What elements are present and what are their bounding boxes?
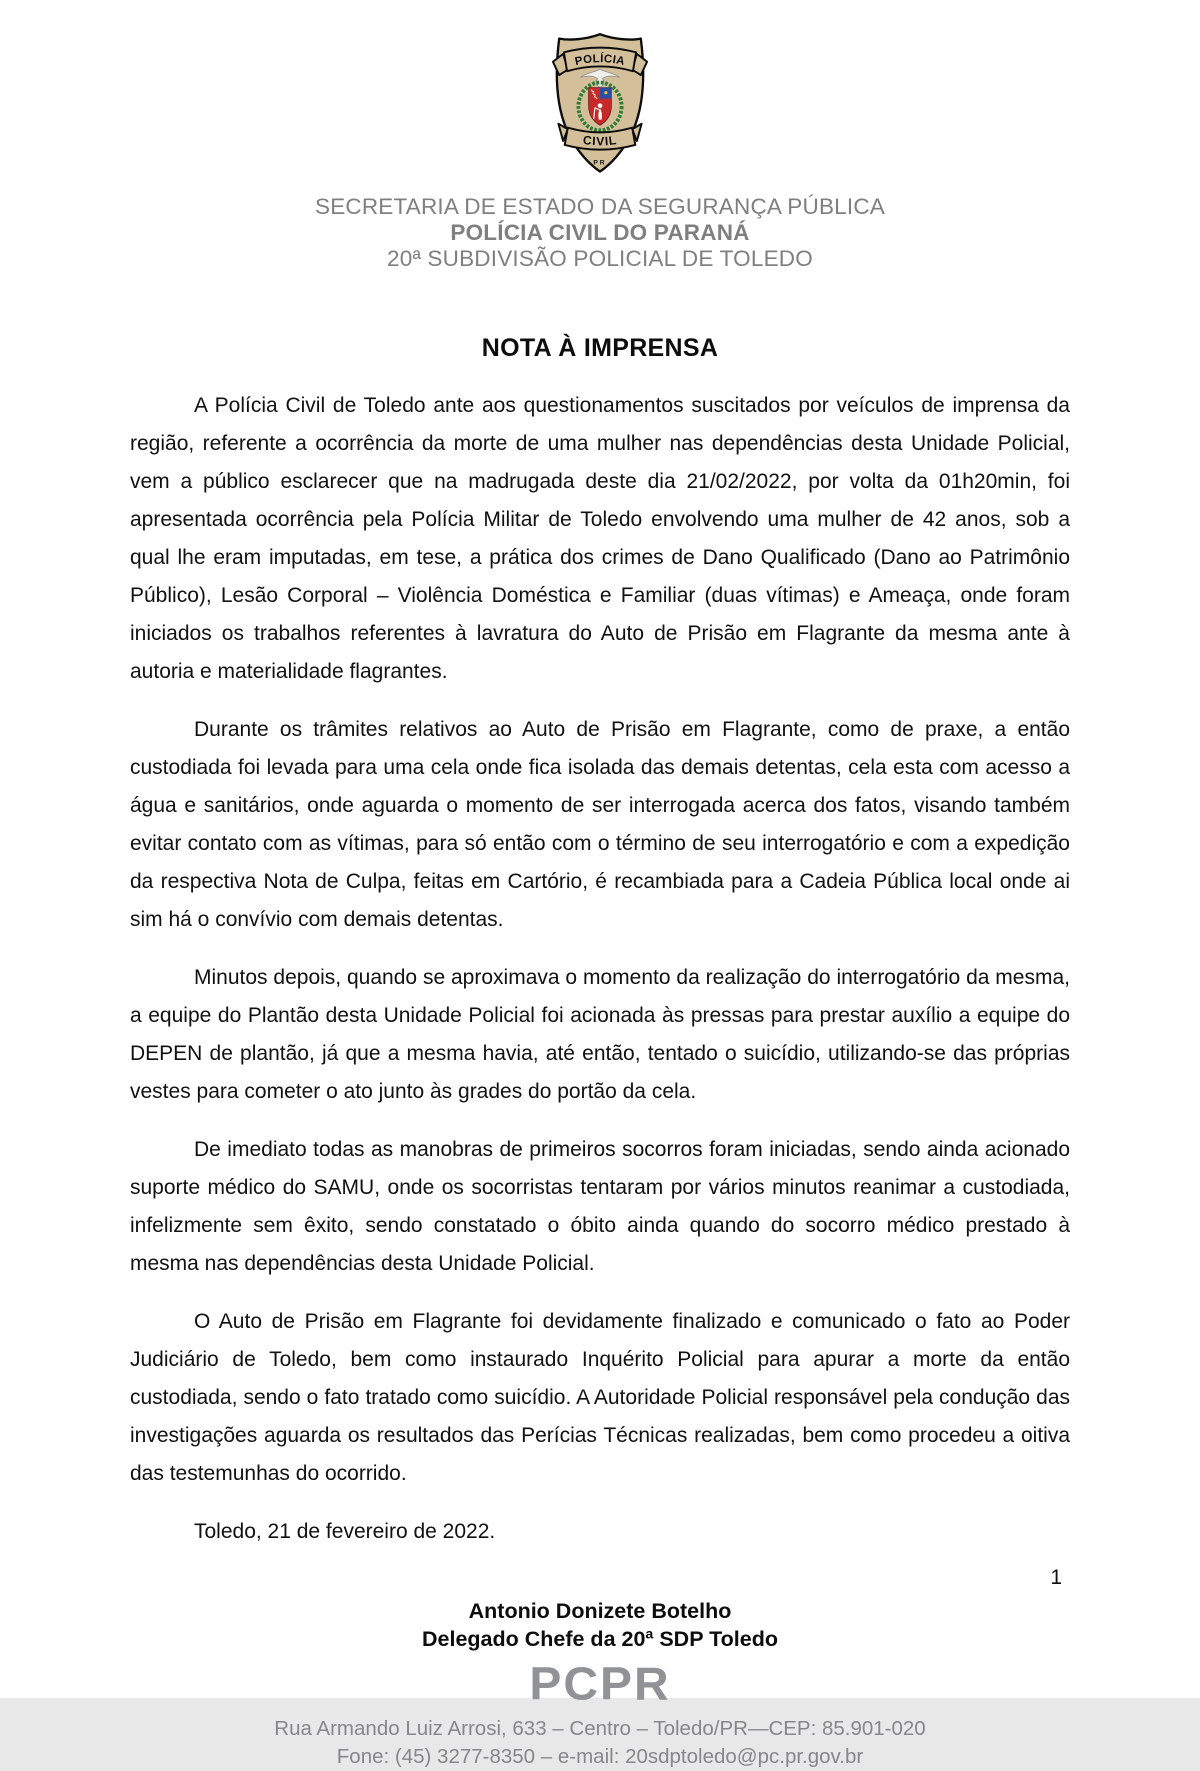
footer-block [0,1715,1200,1771]
policia-civil-badge [0,28,1200,181]
letterhead-policia-civil-line: POLÍCIA CIVIL DO PARANÁ [450,220,750,245]
footer-contact: Fone: (45) 3277-8350 – e-mail: 20sdptoledo@pc.pr.gov.br [336,1745,864,1768]
badge-bottom-banner-text [582,133,618,148]
document-title: NOTA À IMPRENSA [481,334,719,362]
badge-top-banner-label: POLÍCIA [573,53,627,69]
letterhead-secretaria-line: SECRETARIA DE ESTADO DA SEGURANÇA PÚBLICA [314,194,885,219]
signer-role: Delegado Chefe da 20ª SDP Toledo [421,1627,779,1651]
paragraph-3: Minutos depois, quando se aproximava o momento da realização do interrogatório da mesma, a equipe do Plantão desta Unidade Policial foi acionada às pressas para prestar auxílio a equipe do DEPEN de plantão, já que a mesma havia, até então, tentado o suicídio, utilizando-se das próprias vestes para cometer o ato junto às grades do portão da cela. [130,966,1070,1103]
page-number: 1 [1050,1566,1062,1589]
letterhead-subdivisao-line: 20ª SUBDIVISÃO POLICIAL DE TOLEDO [387,246,813,271]
police-badge-icon [541,28,659,181]
badge-bottom-banner-label: CIVIL [582,132,618,149]
paragraph-2: Durante os trâmites relativos ao Auto de Prisão em Flagrante, como de praxe, a então custodiada foi levada para uma cela onde fica isolada das demais detentas, cela esta com acesso a água e sanitários, onde aguarda o momento de ser interrogada acerca dos fatos, visando também evitar contato com as vítimas, para só então com o término de seu interrogatório e com a expedição da respectiva Nota de Culpa, feitas em Cartório, é recambiada para a Cadeia Pública local onde ai sim há o convívio com demais detentas. [130,718,1070,931]
signature-block [0,1597,1200,1653]
pcpr-logo: PCPR [529,1659,671,1710]
letterhead [0,0,1200,272]
badge-sower-head [598,103,603,108]
document-body [130,387,1070,1551]
paragraph-1: A Polícia Civil de Toledo ante aos questionamentos suscitados por veículos de imprensa da região, referente a ocorrência da morte de uma mulher nas dependências desta Unidade Policial, vem a público esclarecer que na madrugada deste dia 21/02/2022, por volta da 01h20min, foi apresentada ocorrência pela Polícia Militar de Toledo envolvendo uma mulher de 42 anos, sob a qual lhe eram imputadas, em tese, a prática dos crimes de Dano Qualificado (Dano ao Patrimônio Público), Lesão Corporal – Violência Doméstica e Familiar (duas vítimas) e Ameaça, onde foram iniciados os trabalhos referentes à lavratura do Auto de Prisão em Flagrante da mesma ante à autoria e materialidade flagrantes. [130,394,1070,683]
date-line: Toledo, 21 de fevereiro de 2022. [194,1520,496,1543]
footer-address: Rua Armando Luiz Arrosi, 633 – Centro – Toledo/PR—CEP: 85.901-020 [274,1717,926,1740]
paragraph-4: De imediato todas as manobras de primeiros socorros foram iniciadas, sendo ainda acionado suporte médico do SAMU, onde os socorristas tentaram por vários minutos reanimar a custodiada, infelizmente sem êxito, sendo constatado o óbito ainda quando do socorro médico prestado à mesma nas dependências desta Unidade Policial. [130,1138,1070,1275]
badge-state-abbr: PR [593,159,607,167]
badge-arms-sun [604,91,607,94]
paragraph-5: O Auto de Prisão em Flagrante foi devidamente finalizado e comunicado o fato ao Poder Judiciário de Toledo, bem como instaurado Inquérito Policial para apurar a morte da então custodiada, sendo o fato tratado como suicídio. A Autoridade Policial responsável pela condução das investigações aguarda os resultados das Perícias Técnicas realizadas, bem como procedeu a oitiva das testemunhas do ocorrido. [130,1310,1070,1485]
signer-name: Antonio Donizete Botelho [468,1599,732,1623]
